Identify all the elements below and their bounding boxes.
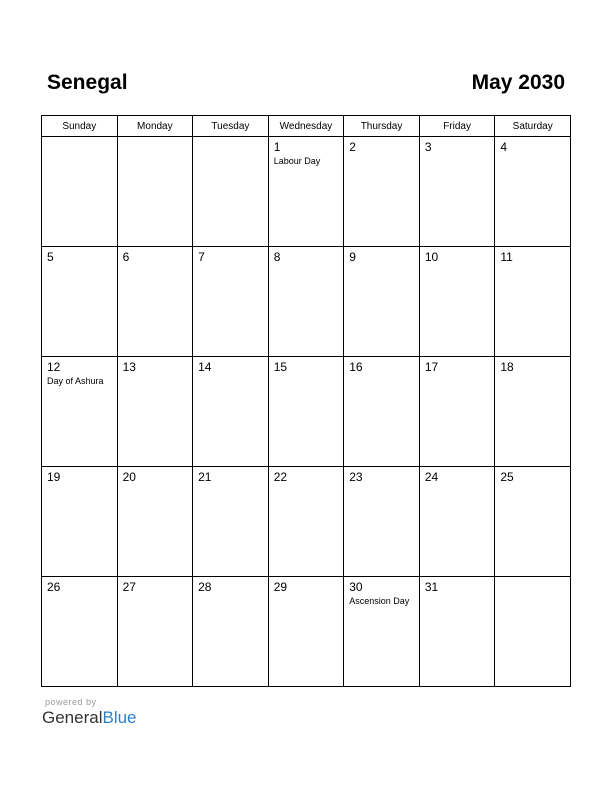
calendar-day-cell [344,467,420,577]
day-number: 5 [47,250,54,264]
calendar-day-cell [193,467,269,577]
calendar-title-country: Senegal [47,71,128,94]
brand-logo-blue: Blue [102,708,137,727]
calendar-day-cell [419,467,495,577]
calendar-day-cell [268,247,344,357]
brand-logo[interactable] [42,708,137,728]
calendar-day-cell [193,577,269,687]
calendar-week-row [42,577,571,687]
day-number: 23 [349,470,363,484]
day-number: 28 [198,580,212,594]
day-number: 20 [122,470,136,484]
calendar-week-row [42,467,571,577]
weekday-wednesday: Wednesday [268,116,344,137]
calendar-day-cell [419,137,495,247]
calendar-day-cell [268,357,344,467]
day-number: 31 [424,580,439,594]
calendar-day-cell [344,357,420,467]
calendar-week-row [42,247,571,357]
powered-by-label: powered by [45,697,97,707]
calendar-day-cell [42,137,118,247]
weekday-saturday: Saturday [495,116,571,137]
calendar-day-cell [42,357,118,467]
day-number: 1 [273,140,281,154]
calendar-day-cell [495,247,571,357]
calendar-day-cell [117,357,193,467]
calendar-day-cell [268,577,344,687]
day-number: 3 [424,140,432,154]
day-number: 7 [198,250,205,264]
day-number: 21 [198,470,212,484]
day-number: 30 [349,580,363,594]
calendar-day-cell [117,137,193,247]
day-number: 13 [122,360,136,374]
calendar-day-cell [42,577,118,687]
calendar-day-cell [268,467,344,577]
day-number: 10 [424,250,439,264]
day-number: 9 [349,250,356,264]
calendar-day-cell [344,137,420,247]
day-number: 6 [122,250,130,264]
holiday-label: Day of Ashura [47,376,104,386]
calendar-title-month: May 2030 [471,71,565,94]
calendar-day-cell [117,467,193,577]
holiday-label: Ascension Day [349,596,410,606]
day-number: 19 [47,470,61,484]
calendar-day-cell [419,247,495,357]
calendar-day-cell [344,577,420,687]
day-number: 24 [424,470,439,484]
day-number: 15 [273,360,288,374]
day-number: 22 [273,470,288,484]
day-number: 29 [273,580,288,594]
weekday-monday: Monday [117,116,193,137]
calendar-day-cell [419,577,495,687]
holiday-label: Labour Day [273,156,321,166]
calendar-day-cell [495,137,571,247]
weekday-header-row [42,116,571,137]
day-number: 8 [273,250,281,264]
day-number: 25 [500,470,514,484]
calendar-day-cell [117,577,193,687]
day-number: 11 [500,250,513,264]
day-number: 27 [122,580,136,594]
day-number: 2 [349,140,356,154]
calendar-day-cell [117,247,193,357]
day-number: 12 [47,360,61,374]
day-number: 18 [500,360,514,374]
calendar-day-cell [193,137,269,247]
day-number: 17 [424,360,439,374]
weekday-friday: Friday [419,116,495,137]
calendar-day-cell [42,467,118,577]
day-number: 4 [500,140,508,154]
calendar-week-row [42,357,571,467]
calendar-day-cell [495,357,571,467]
brand-logo-general: General [42,708,103,727]
calendar-day-cell [495,577,571,687]
weekday-thursday: Thursday [344,116,420,137]
calendar-day-cell [344,247,420,357]
calendar-day-cell [193,357,269,467]
calendar-grid [41,115,571,687]
weekday-tuesday: Tuesday [193,116,269,137]
calendar-day-cell [42,247,118,357]
weekday-sunday: Sunday [42,116,118,137]
calendar-day-cell [495,467,571,577]
calendar-day-cell [193,247,269,357]
calendar-week-row [42,137,571,247]
day-number: 14 [198,360,212,374]
calendar-day-cell [268,137,344,247]
calendar-day-cell [419,357,495,467]
day-number: 26 [47,580,61,594]
day-number: 16 [349,360,363,374]
